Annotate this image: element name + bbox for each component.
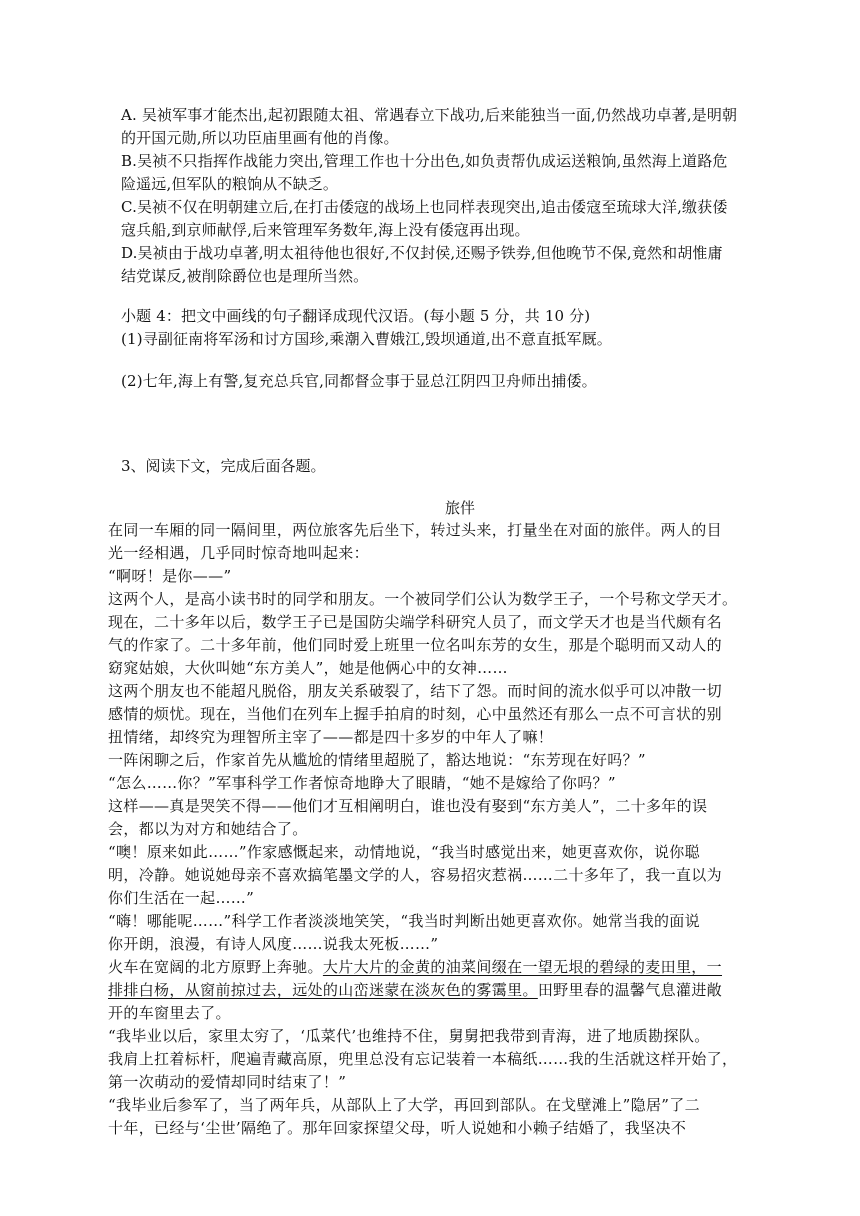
option-b-line-2: 险遥远,但军队的粮饷从不缺乏。 xyxy=(121,175,339,193)
option-b-line-1: B.吴祯不只指挥作战能力突出,管理工作也十分出色,如负责帮仇成运送粮饷,虽然海上道路危 xyxy=(121,152,728,170)
option-c-line-2: 寇兵船,到京师献俘,后来管理军务数年,海上没有倭寇再出现。 xyxy=(121,221,530,239)
story-line: 窈窕姑娘，大伙叫她“东方美人”，她是他俩心中的女神…… xyxy=(108,659,508,677)
story-line: “我毕业以后，家里太穷了，‘瓜菜代’也维持不住，舅舅把我带到青海，进了地质勘探队。 xyxy=(108,1027,710,1045)
option-a-line-1: A. 吴祯军事才能杰出,起初跟随太祖、常遇春立下战功,后来能独当一面,仍然战功卓著,是明朝 xyxy=(121,106,738,124)
story-line: 气的作家了。二十多年前，他们同时爱上班里一位名叫东芳的女生，那是个聪明而又动人的 xyxy=(108,636,723,654)
story-line: 这两个朋友也不能超凡脱俗，朋友关系破裂了，结下了怨。而时间的流水似乎可以冲散一切 xyxy=(108,682,723,700)
story-line: 第一次萌动的爱情却同时结束了！” xyxy=(108,1073,347,1091)
story-line xyxy=(108,979,722,1001)
story-line: 在同一车厢的同一隔间里，两位旅客先后坐下，转过头来，打量坐在对面的旅伴。两人的目 xyxy=(108,521,723,539)
story-line: 一阵闲聊之后，作家首先从尴尬的情绪里超脱了，豁达地说：“东芳现在好吗？” xyxy=(108,751,646,769)
underlined-sentence: 大片大片的金黄的油菜间缀在一望无垠的碧绿的麦田里，一 xyxy=(322,958,723,976)
option-d-line-2: 结党谋反,被削除爵位也是理所当然。 xyxy=(121,267,369,285)
story-line: “我毕业后参军了，当了两年兵，从部队上了大学，再回到部队。在戈壁滩上”隐居”了二 xyxy=(108,1096,701,1114)
story-line: “嗨！哪能呢……”科学工作者淡淡地笑笑，“我当时判断出她更喜欢你。她常当我的面说 xyxy=(108,912,701,930)
option-d-line-1: D.吴祯由于战功卓著,明太祖待他也很好,不仅封侯,还赐予铁券,但他晚节不保,竟然和胡惟庸 xyxy=(121,244,723,262)
story-text: 田野里春的温馨气息灌进敞 xyxy=(537,981,723,999)
story-line: 你们生活在一起……” xyxy=(108,889,255,907)
story-line: 扭情绪，却终究为理智所主宰了——都是四十多岁的中年人了嘛！ xyxy=(108,728,554,746)
story-line: “怎么……你？”军事科学工作者惊奇地睁大了眼睛，“她不是嫁给了你吗？” xyxy=(108,774,616,792)
story-line: 现在，二十多年以后，数学王子已是国防尖端学科研究人员了，而文学天才也是当代颇有名 xyxy=(108,613,723,631)
option-a-line-2: 的开国元勋,所以功臣庙里画有他的肖像。 xyxy=(121,129,399,147)
story-line: 开的车窗里去了。 xyxy=(108,1004,231,1022)
section-3-heading: 3、阅读下文，完成后面各题。 xyxy=(121,457,326,475)
story-line: “噢！原来如此……”作家感慨起来，动情地说，“我当时感觉出来，她更喜欢你，说你聪 xyxy=(108,843,701,861)
story-line: 感情的烦忧。现在，当他们在列车上握手拍肩的时刻，心中虽然还有那么一点不可言状的别 xyxy=(108,705,723,723)
story-line: 十年，已经与‘尘世’隔绝了。那年回家探望父母，听人说她和小赖子结婚了，我坚决不 xyxy=(108,1119,687,1137)
question-4-title: 小题 4：把文中画线的句子翻译成现代汉语。(每小题 5 分，共 10 分) xyxy=(121,307,591,325)
story-line xyxy=(108,956,722,978)
story-line: 你开朗，浪漫，有诗人风度……说我太死板……” xyxy=(108,935,439,953)
story-title: 旅伴 xyxy=(444,499,475,517)
underlined-sentence: 排排白杨，从窗前掠过去，远处的山峦迷蒙在淡灰色的雾霭里。 xyxy=(108,981,538,999)
story-line: 会，都以为对方和她结合了。 xyxy=(108,820,308,838)
question-4-sentence-2: (2)七年,海上有警,复充总兵官,同都督佥事于显总江阴四卫舟师出捕倭。 xyxy=(121,372,597,390)
story-line: 光一经相遇，几乎同时惊奇地叫起来： xyxy=(108,544,369,562)
option-c-line-1: C.吴祯不仅在明朝建立后,在打击倭寇的战场上也同样表现突出,追击倭寇至琉球大洋,缴获倭 xyxy=(121,198,728,216)
story-line: 这两个人，是高小读书时的同学和朋友。一个被同学们公认为数学王子，一个号称文学天才。 xyxy=(108,590,738,608)
story-line: “啊呀！是你——” xyxy=(108,567,232,585)
story-line: 我肩上扛着标杆，爬遍青藏高原，兜里总没有忘记装着一本稿纸……我的生活就这样开始了， xyxy=(108,1050,738,1068)
question-4-sentence-1: (1)寻副征南将军汤和讨方国珍,乘潮入曹娥江,毁坝通道,出不意直抵军厩。 xyxy=(121,330,612,348)
story-text: 火车在宽阔的北方原野上奔驰。 xyxy=(108,958,323,976)
story-line: 明，冷静。她说她母亲不喜欢搞笔墨文学的人，容易招灾惹祸……二十多年了，我一直以为 xyxy=(108,866,723,884)
story-line: 这样——真是哭笑不得——他们才互相阐明白，谁也没有娶到“东方美人”，二十多年的误 xyxy=(108,797,708,815)
